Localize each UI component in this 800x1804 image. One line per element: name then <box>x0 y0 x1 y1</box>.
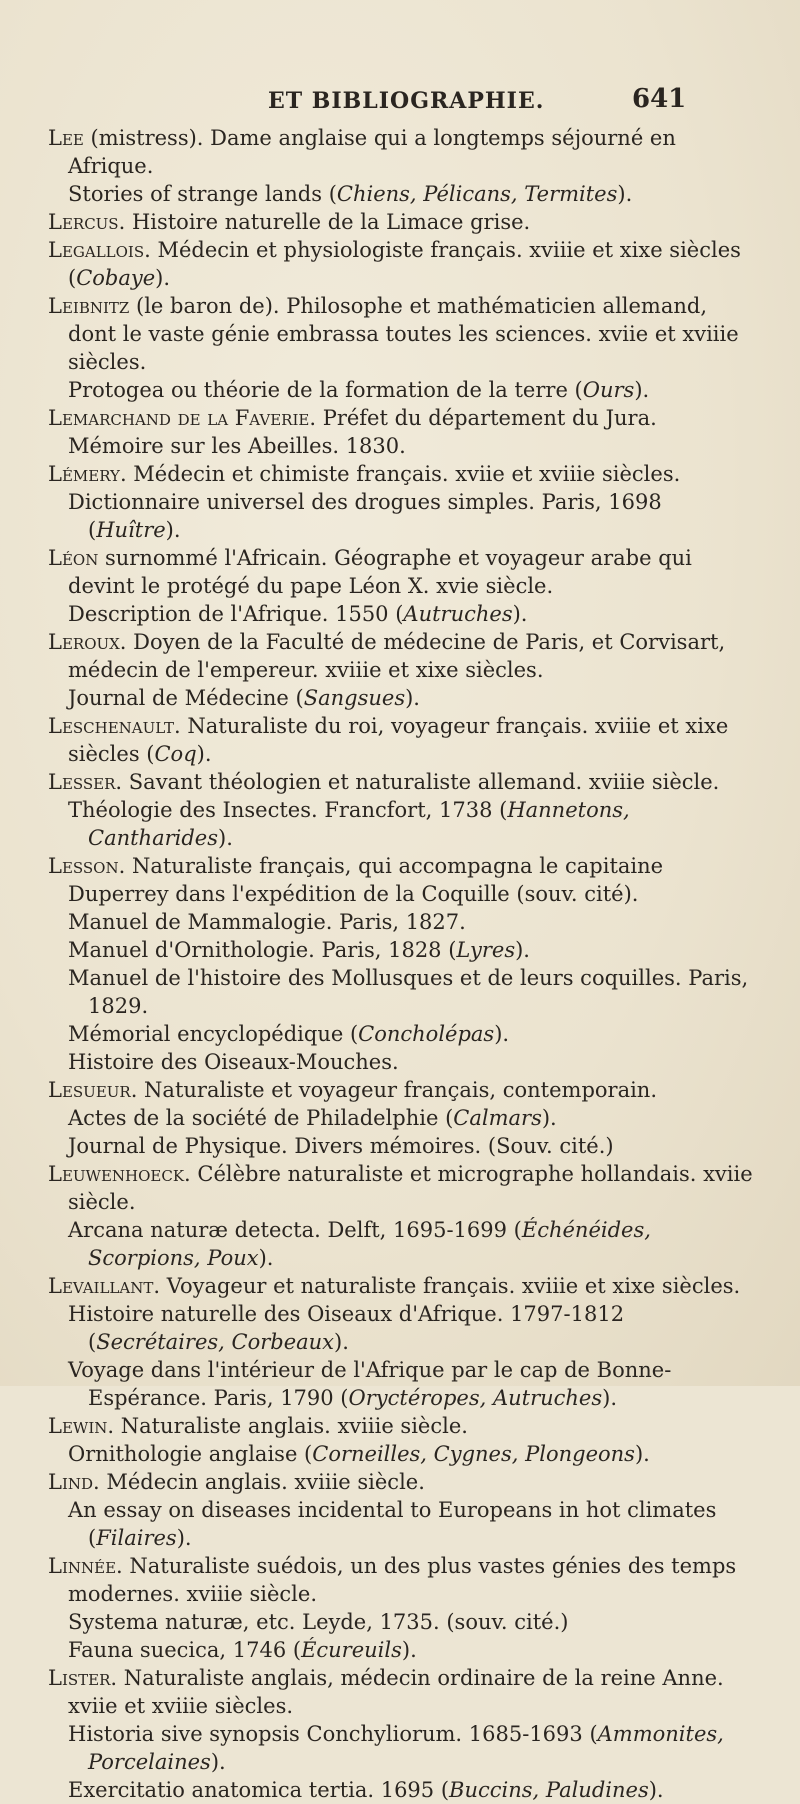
work-title: Histoire naturelle des Oiseaux d'Afrique. 1797-1812 ( <box>68 1302 625 1354</box>
entry-description: Savant théologien et naturaliste allemand. xviiie siècle. <box>122 770 720 794</box>
work-citation <box>48 1300 760 1356</box>
work-tail: ). <box>515 938 530 962</box>
entry-description: surnommé l'Africain. Géographe et voyageur arabe qui devint le protégé du pape Léon X. xvie siècle. <box>68 546 692 598</box>
entry-description: (le baron de). Philosophe et mathématicien allemand, dont le vaste génie embrassa toutes les sciences. xviie et xviiie siècles. <box>68 294 739 374</box>
work-citation <box>48 1048 760 1076</box>
work-citation <box>48 1720 760 1776</box>
work-title: Théologie des Insectes. Francfort, 1738 ( <box>68 798 508 822</box>
work-citation <box>48 488 760 544</box>
work-citation <box>48 432 760 460</box>
work-citation <box>48 1216 760 1272</box>
work-subject: Secrétaires, Corbeaux <box>96 1330 335 1354</box>
work-citation <box>48 1636 760 1664</box>
work-subject: Huître <box>96 518 166 542</box>
bibliography-entry <box>48 712 760 768</box>
work-title: Manuel de l'histoire des Mollusques et de leurs coquilles. Paris, 1829. <box>68 966 749 1018</box>
work-tail: ). <box>401 1638 417 1662</box>
entry-subject: Coq <box>154 742 197 766</box>
work-subject: Autruches <box>403 602 513 626</box>
entry-subject: Cobaye <box>76 266 156 290</box>
entry-author: Legallois. <box>48 238 151 262</box>
running-title: ET BIBLIOGRAPHIE. <box>268 88 545 114</box>
entry-description: Histoire naturelle de la Limace grise. <box>125 210 531 234</box>
work-subject: Lyres <box>456 938 516 962</box>
bibliography-entry <box>48 1160 760 1216</box>
work-title: Actes de la société de Philadelphie ( <box>68 1106 454 1130</box>
entry-author: Lister. <box>48 1666 118 1690</box>
work-title: An essay on diseases incidental to Europeans in hot climates ( <box>68 1498 717 1550</box>
entry-author: Lee <box>48 126 84 150</box>
entry-author: Leschenault. <box>48 714 181 738</box>
work-subject: Écureuils <box>301 1638 402 1662</box>
work-tail: ). <box>541 1106 557 1130</box>
work-tail: ). <box>405 686 420 710</box>
page-number: 641 <box>632 84 687 114</box>
entry-description: Médecin et physiologiste français. xviiie et xixe siècles ( <box>68 238 741 290</box>
entry-author: Léon <box>48 546 99 570</box>
bibliography-entry <box>48 1076 760 1104</box>
entry-description: (mistress). Dame anglaise qui a longtemps séjourné en Afrique. <box>68 126 676 178</box>
entry-author: Lémery. <box>48 462 127 486</box>
bibliography-entry <box>48 124 760 180</box>
entry-author: Leibnitz <box>48 294 130 318</box>
work-subject: Corneilles, Cygnes, Plongeons <box>312 1442 635 1466</box>
entry-description: Naturaliste anglais, médecin ordinaire de la reine Anne. xviie et xviiie siècles. <box>68 1666 724 1718</box>
entry-description: Doyen de la Faculté de médecine de Paris, et Corvisart, médecin de l'empereur. xviiie et xixe siècles. <box>68 630 726 682</box>
work-title: Mémorial encyclopédique ( <box>68 1022 359 1046</box>
work-subject: Chiens, Pélicans, Termites <box>336 182 618 206</box>
work-citation <box>48 964 760 1020</box>
entry-author: Lewin. <box>48 1414 115 1438</box>
work-title: Journal de Médecine ( <box>68 686 304 710</box>
work-title: Voyage dans l'intérieur de l'Afrique par le cap de Bonne-Espérance. Paris, 1790 ( <box>68 1358 672 1410</box>
work-title: Manuel d'Ornithologie. Paris, 1828 ( <box>68 938 457 962</box>
work-subject: Ours <box>582 378 635 402</box>
entry-description: Préfet du département du Jura. <box>316 406 657 430</box>
work-subject: Ammonites, Porcelaines <box>88 1722 724 1774</box>
bibliography-entry <box>48 208 760 236</box>
entry-description: Naturaliste du roi, voyageur français. xviiie et xixe siècles ( <box>68 714 729 766</box>
work-tail: ). <box>334 1330 349 1354</box>
entry-author: Lesson. <box>48 854 126 878</box>
entry-author: Leuwenhoeck. <box>48 1162 191 1186</box>
work-tail: ). <box>218 826 233 850</box>
work-title: Arcana naturæ detecta. Delft, 1695-1699 ( <box>68 1218 522 1242</box>
entry-description: Naturaliste français, qui accompagna le capitaine Duperrey dans l'expédition de la Coquille (souv. cité). <box>68 854 664 906</box>
work-tail: ). <box>494 1022 510 1046</box>
entry-description: Médecin anglais. xviiie siècle. <box>99 1470 425 1494</box>
work-subject: Filaires <box>96 1526 177 1550</box>
work-tail: ). <box>165 518 181 542</box>
work-subject: Oryctéropes, Autruches <box>348 1386 603 1410</box>
work-title: Protogea ou théorie de la formation de la terre ( <box>68 378 583 402</box>
work-title: Stories of strange lands ( <box>68 182 337 206</box>
work-tail: ). <box>210 1750 226 1774</box>
entry-author: Leroux. <box>48 630 127 654</box>
work-title: Ornithologie anglaise ( <box>68 1442 313 1466</box>
work-subject: Sangsues <box>303 686 406 710</box>
work-title: Historia sive synopsis Conchyliorum. 1685-1693 ( <box>68 1722 598 1746</box>
work-tail: ). <box>512 602 528 626</box>
entry-author: Lesser. <box>48 770 123 794</box>
work-title: Fauna suecica, 1746 ( <box>68 1638 302 1662</box>
entry-description: Naturaliste et voyageur français, contemporain. <box>137 1078 658 1102</box>
bibliography-entry <box>48 292 760 376</box>
work-tail: ). <box>176 1526 192 1550</box>
bibliography-entries <box>48 124 760 1804</box>
work-title: Description de l'Afrique. 1550 ( <box>68 602 404 626</box>
work-citation <box>48 600 760 628</box>
work-citation <box>48 1440 760 1468</box>
entry-description: Célèbre naturaliste et micrographe hollandais. xviie siècle. <box>68 1162 753 1214</box>
work-citation <box>48 684 760 712</box>
work-title: Dictionnaire universel des drogues simples. Paris, 1698 ( <box>68 490 662 542</box>
entry-description: Naturaliste anglais. xviiie siècle. <box>114 1414 468 1438</box>
entry-author: Linnée. <box>48 1554 123 1578</box>
work-citation <box>48 1608 760 1636</box>
work-subject: Calmars <box>453 1106 542 1130</box>
entry-description: Voyageur et naturaliste français. xviiie et xixe siècles. <box>160 1274 741 1298</box>
bibliography-entry <box>48 852 760 908</box>
work-citation <box>48 376 760 404</box>
entry-description: Médecin et chimiste français. xviie et xviiie siècles. <box>126 462 681 486</box>
bibliography-entry <box>48 460 760 488</box>
work-tail: ). <box>258 1246 274 1270</box>
bibliography-entry <box>48 404 760 432</box>
bibliography-entry <box>48 628 760 684</box>
entry-author: Lind. <box>48 1470 100 1494</box>
entry-description: Naturaliste suédois, un des plus vastes génies des temps modernes. xviiie siècle. <box>68 1554 737 1606</box>
work-title: Journal de Physique. Divers mémoires. (Souv. cité.) <box>68 1134 614 1158</box>
work-subject: Buccins, Paludines <box>449 1778 649 1802</box>
work-title: Exercitatio anatomica tertia. 1695 ( <box>68 1778 450 1802</box>
work-tail: ). <box>602 1386 618 1410</box>
work-subject: Concholépas <box>358 1022 495 1046</box>
page-header <box>0 84 800 124</box>
work-citation <box>48 796 760 852</box>
entry-author: Levaillant. <box>48 1274 161 1298</box>
work-tail: ). <box>634 1442 650 1466</box>
work-citation <box>48 180 760 208</box>
bibliography-entry <box>48 1552 760 1608</box>
work-citation <box>48 1776 760 1804</box>
work-subject: Hannetons, Cantharides <box>88 798 630 850</box>
work-title: Histoire des Oiseaux-Mouches. <box>68 1050 399 1074</box>
bibliography-entry <box>48 768 760 796</box>
bibliography-entry <box>48 1272 760 1300</box>
bibliography-entry <box>48 236 760 292</box>
work-title: Mémoire sur les Abeilles. 1830. <box>68 434 406 458</box>
entry-author: Lemarchand de la Faverie. <box>48 406 317 430</box>
bibliography-entry <box>48 1412 760 1440</box>
entry-author: Lercus. <box>48 210 126 234</box>
work-subject: Échénéides, Scorpions, Poux <box>88 1218 651 1270</box>
entry-description-tail: ). <box>155 266 171 290</box>
bibliography-entry <box>48 1664 760 1720</box>
work-citation <box>48 936 760 964</box>
work-citation <box>48 1132 760 1160</box>
work-tail: ). <box>617 182 633 206</box>
work-title: Systema naturæ, etc. Leyde, 1735. (souv. cité.) <box>68 1610 569 1634</box>
entry-description-tail: ). <box>196 742 212 766</box>
bibliography-entry <box>48 1468 760 1496</box>
entry-author: Lesueur. <box>48 1078 138 1102</box>
work-citation <box>48 1020 760 1048</box>
work-citation <box>48 908 760 936</box>
work-citation <box>48 1356 760 1412</box>
work-tail: ). <box>648 1778 664 1802</box>
bibliography-entry <box>48 544 760 600</box>
work-tail: ). <box>634 378 650 402</box>
work-citation <box>48 1496 760 1552</box>
work-title: Manuel de Mammalogie. Paris, 1827. <box>68 910 466 934</box>
work-citation <box>48 1104 760 1132</box>
